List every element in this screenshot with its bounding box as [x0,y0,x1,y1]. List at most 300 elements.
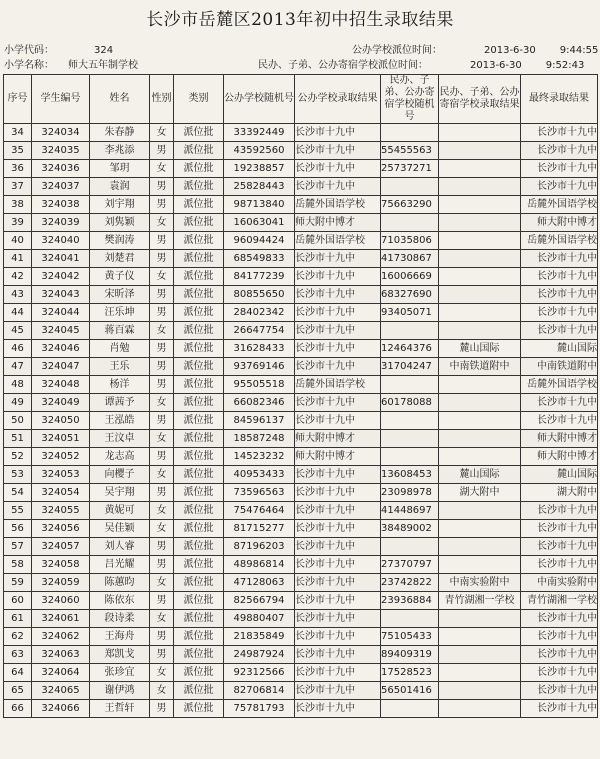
cell-name: 杨洋 [90,376,150,394]
cell-student-id: 324065 [32,682,90,700]
header-name: 姓名 [90,75,150,124]
cell-public-random: 49880407 [224,610,295,628]
cell-index: 36 [4,160,32,178]
cell-student-id: 324057 [32,538,90,556]
cell-private-random [381,322,439,340]
cell-public-random: 82706814 [224,682,295,700]
header-public-random: 公办学校随机号 [224,75,295,124]
cell-student-id: 324035 [32,142,90,160]
cell-name: 段诗柔 [90,610,150,628]
cell-name: 谢伊鸿 [90,682,150,700]
cell-category: 派位批 [174,232,224,250]
cell-index: 61 [4,610,32,628]
cell-index: 57 [4,538,32,556]
cell-private-random: 89409319 [381,646,439,664]
cell-final-result: 长沙市十九中 [521,646,598,664]
cell-gender: 男 [150,538,174,556]
cell-private-result [439,664,521,682]
cell-public-random: 75781793 [224,700,295,718]
cell-name: 王哲轩 [90,700,150,718]
cell-final-result: 长沙市十九中 [521,124,598,142]
table-row [4,628,598,646]
cell-index: 63 [4,646,32,664]
cell-name: 李兆添 [90,142,150,160]
cell-public-result: 长沙市十九中 [295,160,381,178]
table-header-row [4,75,598,124]
cell-index: 50 [4,412,32,430]
table-row [4,700,598,718]
table-row [4,286,598,304]
cell-public-random: 24987924 [224,646,295,664]
cell-index: 55 [4,502,32,520]
cell-category: 派位批 [174,376,224,394]
cell-category: 派位批 [174,412,224,430]
cell-category: 派位批 [174,448,224,466]
cell-student-id: 324059 [32,574,90,592]
cell-public-random: 28402342 [224,304,295,322]
header-private-random: 民办、子弟、公办寄宿学校随机号 [381,75,439,124]
cell-private-result: 青竹湖湘一学校 [439,592,521,610]
cell-name: 刘楚君 [90,250,150,268]
cell-name: 刘隽颖 [90,214,150,232]
cell-index: 64 [4,664,32,682]
cell-public-random: 47128063 [224,574,295,592]
cell-private-result [439,502,521,520]
cell-public-result: 长沙市十九中 [295,178,381,196]
table-row [4,160,598,178]
cell-public-result: 长沙市十九中 [295,268,381,286]
cell-gender: 女 [150,610,174,628]
cell-public-result: 长沙市十九中 [295,556,381,574]
cell-private-random: 56501416 [381,682,439,700]
cell-private-result [439,322,521,340]
table-row [4,610,598,628]
cell-gender: 男 [150,178,174,196]
cell-student-id: 324066 [32,700,90,718]
cell-index: 40 [4,232,32,250]
cell-public-result: 长沙市十九中 [295,394,381,412]
cell-student-id: 324042 [32,268,90,286]
cell-gender: 女 [150,466,174,484]
table-row [4,448,598,466]
cell-gender: 女 [150,430,174,448]
cell-gender: 男 [150,628,174,646]
cell-public-random: 19238857 [224,160,295,178]
cell-final-result: 长沙市十九中 [521,682,598,700]
cell-public-result: 长沙市十九中 [295,700,381,718]
cell-category: 派位批 [174,430,224,448]
cell-final-result: 麓山国际 [521,466,598,484]
cell-gender: 女 [150,160,174,178]
cell-private-random [381,376,439,394]
public-time-label: 公办学校派位时间： [352,45,442,56]
cell-private-random [381,448,439,466]
cell-name: 宋昕泽 [90,286,150,304]
cell-gender: 男 [150,556,174,574]
cell-category: 派位批 [174,124,224,142]
cell-public-random: 66082346 [224,394,295,412]
public-time-line [352,41,598,56]
cell-category: 派位批 [174,268,224,286]
cell-category: 派位批 [174,322,224,340]
cell-gender: 男 [150,592,174,610]
cell-public-result: 长沙市十九中 [295,340,381,358]
cell-public-result: 长沙市十九中 [295,322,381,340]
cell-student-id: 324041 [32,250,90,268]
cell-gender: 男 [150,196,174,214]
cell-name: 汪乐坤 [90,304,150,322]
cell-private-result [439,142,521,160]
cell-name: 张珍宜 [90,664,150,682]
table-row [4,574,598,592]
cell-public-result: 长沙市十九中 [295,610,381,628]
public-date-value: 2013-6-30 [484,45,536,56]
cell-index: 47 [4,358,32,376]
cell-name: 向樱子 [90,466,150,484]
cell-public-random: 31628433 [224,340,295,358]
cell-private-random: 13608453 [381,466,439,484]
cell-public-random: 68549833 [224,250,295,268]
cell-name: 蒋百霖 [90,322,150,340]
table-row [4,556,598,574]
cell-public-result: 长沙市十九中 [295,286,381,304]
cell-index: 43 [4,286,32,304]
cell-public-random: 43592560 [224,142,295,160]
cell-private-random: 23742822 [381,574,439,592]
cell-private-random [381,610,439,628]
table-row [4,142,598,160]
cell-index: 42 [4,268,32,286]
cell-gender: 女 [150,268,174,286]
table-row [4,520,598,538]
cell-final-result: 长沙市十九中 [521,700,598,718]
cell-private-random: 23936884 [381,592,439,610]
table-row [4,394,598,412]
cell-index: 46 [4,340,32,358]
school-code-line [4,41,113,56]
table-row [4,232,598,250]
cell-private-random: 68327690 [381,286,439,304]
cell-public-result: 长沙市十九中 [295,412,381,430]
cell-student-id: 324055 [32,502,90,520]
school-code-value: 324 [94,45,114,56]
cell-final-result: 长沙市十九中 [521,556,598,574]
cell-public-random: 96094424 [224,232,295,250]
cell-public-result: 长沙市十九中 [295,574,381,592]
cell-gender: 女 [150,664,174,682]
cell-gender: 女 [150,682,174,700]
cell-student-id: 324063 [32,646,90,664]
page-title: 长沙市岳麓区2013年初中招生录取结果 [146,10,454,30]
cell-category: 派位批 [174,160,224,178]
cell-gender: 男 [150,448,174,466]
cell-name: 陈蕙昀 [90,574,150,592]
cell-final-result: 湖大附中 [521,484,598,502]
table-row [4,646,598,664]
cell-public-random: 26647754 [224,322,295,340]
cell-gender: 女 [150,502,174,520]
cell-private-result: 湖大附中 [439,484,521,502]
cell-private-result [439,286,521,304]
cell-private-random [381,430,439,448]
cell-gender: 男 [150,484,174,502]
cell-final-result: 中南实验附中 [521,574,598,592]
cell-gender: 女 [150,214,174,232]
cell-private-result [439,178,521,196]
cell-public-random: 21835849 [224,628,295,646]
cell-public-random: 81715277 [224,520,295,538]
cell-private-random [381,214,439,232]
cell-private-random: 16006669 [381,268,439,286]
cell-gender: 男 [150,358,174,376]
private-time-line [258,56,584,71]
cell-private-random: 23098978 [381,484,439,502]
cell-category: 派位批 [174,214,224,232]
cell-final-result: 长沙市十九中 [521,286,598,304]
cell-index: 35 [4,142,32,160]
cell-student-id: 324056 [32,520,90,538]
table-row [4,412,598,430]
cell-private-result [439,538,521,556]
private-time-label: 民办、子弟、公办寄宿学校派位时间： [258,60,428,71]
cell-private-result [439,214,521,232]
cell-index: 66 [4,700,32,718]
cell-final-result: 长沙市十九中 [521,394,598,412]
cell-public-result: 长沙市十九中 [295,484,381,502]
cell-final-result: 长沙市十九中 [521,160,598,178]
cell-category: 派位批 [174,628,224,646]
cell-final-result: 师大附中博才 [521,430,598,448]
cell-private-random: 41448697 [381,502,439,520]
table-row [4,592,598,610]
cell-student-id: 324045 [32,322,90,340]
cell-student-id: 324050 [32,412,90,430]
cell-public-result: 长沙市十九中 [295,142,381,160]
cell-index: 41 [4,250,32,268]
cell-student-id: 324052 [32,448,90,466]
cell-public-random: 92312566 [224,664,295,682]
cell-final-result: 长沙市十九中 [521,610,598,628]
school-name-line [4,56,138,71]
header-student-id: 学生编号 [32,75,90,124]
cell-index: 65 [4,682,32,700]
cell-index: 60 [4,592,32,610]
cell-gender: 男 [150,412,174,430]
cell-private-result [439,646,521,664]
table-body [4,124,598,718]
header-category: 类别 [174,75,224,124]
cell-index: 48 [4,376,32,394]
cell-private-random: 71035806 [381,232,439,250]
cell-name: 刘人睿 [90,538,150,556]
cell-public-random: 80855650 [224,286,295,304]
cell-category: 派位批 [174,304,224,322]
cell-private-random [381,412,439,430]
cell-index: 34 [4,124,32,142]
cell-public-random: 75476464 [224,502,295,520]
table-row [4,430,598,448]
cell-category: 派位批 [174,538,224,556]
cell-public-random: 84177239 [224,268,295,286]
cell-final-result: 长沙市十九中 [521,178,598,196]
cell-final-result: 长沙市十九中 [521,268,598,286]
cell-final-result: 师大附中博才 [521,448,598,466]
private-time-value: 9:52:43 [545,60,585,71]
cell-student-id: 324064 [32,664,90,682]
cell-name: 郑凯戈 [90,646,150,664]
cell-index: 49 [4,394,32,412]
cell-public-random: 18587248 [224,430,295,448]
cell-private-random [381,538,439,556]
cell-private-random: 17528523 [381,664,439,682]
cell-student-id: 324046 [32,340,90,358]
cell-category: 派位批 [174,196,224,214]
cell-public-random: 16063041 [224,214,295,232]
table-row [4,502,598,520]
cell-private-result [439,394,521,412]
school-name-label: 小学名称： [4,60,54,71]
cell-name: 樊润涛 [90,232,150,250]
cell-public-result: 长沙市十九中 [295,592,381,610]
cell-public-result: 长沙市十九中 [295,646,381,664]
cell-final-result: 长沙市十九中 [521,250,598,268]
table-row [4,322,598,340]
cell-private-result [439,160,521,178]
table-row [4,358,598,376]
cell-gender: 男 [150,304,174,322]
cell-final-result: 长沙市十九中 [521,664,598,682]
cell-gender: 男 [150,142,174,160]
cell-name: 王泓皓 [90,412,150,430]
cell-private-random: 25737271 [381,160,439,178]
cell-category: 派位批 [174,394,224,412]
table-row [4,340,598,358]
cell-category: 派位批 [174,556,224,574]
table-row [4,196,598,214]
cell-student-id: 324036 [32,160,90,178]
cell-index: 44 [4,304,32,322]
cell-private-result [439,124,521,142]
cell-public-random: 82566794 [224,592,295,610]
cell-private-random [381,124,439,142]
cell-private-result [439,268,521,286]
cell-index: 58 [4,556,32,574]
cell-public-random: 93769146 [224,358,295,376]
cell-student-id: 324054 [32,484,90,502]
cell-public-result: 岳麓外国语学校 [295,232,381,250]
cell-public-random: 95505518 [224,376,295,394]
cell-private-random: 38489002 [381,520,439,538]
table-row [4,466,598,484]
cell-student-id: 324039 [32,214,90,232]
cell-gender: 男 [150,646,174,664]
cell-name: 黄妮可 [90,502,150,520]
cell-student-id: 324061 [32,610,90,628]
cell-category: 派位批 [174,520,224,538]
cell-final-result: 青竹湖湘一学校 [521,592,598,610]
header-final-result: 最终录取结果 [521,75,598,124]
table-row [4,250,598,268]
cell-private-result [439,556,521,574]
cell-index: 54 [4,484,32,502]
cell-final-result: 长沙市十九中 [521,502,598,520]
cell-private-result [439,250,521,268]
cell-final-result: 长沙市十九中 [521,538,598,556]
cell-name: 王海舟 [90,628,150,646]
cell-private-result [439,700,521,718]
school-name-value: 师大五年制学校 [68,60,138,71]
cell-public-result: 长沙市十九中 [295,250,381,268]
cell-name: 袁润 [90,178,150,196]
cell-student-id: 324062 [32,628,90,646]
cell-index: 52 [4,448,32,466]
cell-final-result: 岳麓外国语学校 [521,196,598,214]
cell-public-random: 48986814 [224,556,295,574]
cell-public-result: 岳麓外国语学校 [295,196,381,214]
cell-category: 派位批 [174,610,224,628]
cell-public-result: 长沙市十九中 [295,124,381,142]
cell-public-random: 40953433 [224,466,295,484]
cell-final-result: 岳麓外国语学校 [521,232,598,250]
cell-student-id: 324043 [32,286,90,304]
cell-private-result [439,196,521,214]
cell-public-result: 岳麓外国语学校 [295,376,381,394]
cell-public-result: 长沙市十九中 [295,682,381,700]
cell-index: 37 [4,178,32,196]
cell-private-random: 41730867 [381,250,439,268]
cell-public-random: 33392449 [224,124,295,142]
cell-index: 62 [4,628,32,646]
cell-category: 派位批 [174,664,224,682]
cell-private-result: 中南铁道附中 [439,358,521,376]
table-row [4,268,598,286]
cell-public-result: 长沙市十九中 [295,628,381,646]
cell-category: 派位批 [174,286,224,304]
cell-name: 吕光耀 [90,556,150,574]
cell-final-result: 麓山国际 [521,340,598,358]
cell-student-id: 324038 [32,196,90,214]
table-row [4,538,598,556]
cell-public-result: 长沙市十九中 [295,664,381,682]
cell-private-result [439,610,521,628]
cell-gender: 女 [150,574,174,592]
cell-gender: 男 [150,250,174,268]
cell-private-result [439,682,521,700]
header-public-result: 公办学校录取结果 [295,75,381,124]
cell-student-id: 324040 [32,232,90,250]
cell-student-id: 324060 [32,592,90,610]
cell-public-result: 长沙市十九中 [295,304,381,322]
cell-gender: 女 [150,124,174,142]
cell-private-random: 60178088 [381,394,439,412]
cell-private-result [439,628,521,646]
cell-public-random: 84596137 [224,412,295,430]
cell-public-result: 师大附中博才 [295,430,381,448]
cell-private-result [439,430,521,448]
cell-gender: 女 [150,394,174,412]
cell-gender: 男 [150,700,174,718]
cell-public-random: 87196203 [224,538,295,556]
table-row [4,682,598,700]
header-private-result: 民办、子弟、公办寄宿学校录取结果 [439,75,521,124]
cell-public-random: 73596563 [224,484,295,502]
cell-private-random [381,700,439,718]
cell-category: 派位批 [174,484,224,502]
cell-category: 派位批 [174,340,224,358]
cell-index: 59 [4,574,32,592]
cell-public-result: 长沙市十九中 [295,502,381,520]
cell-name: 刘宇翔 [90,196,150,214]
